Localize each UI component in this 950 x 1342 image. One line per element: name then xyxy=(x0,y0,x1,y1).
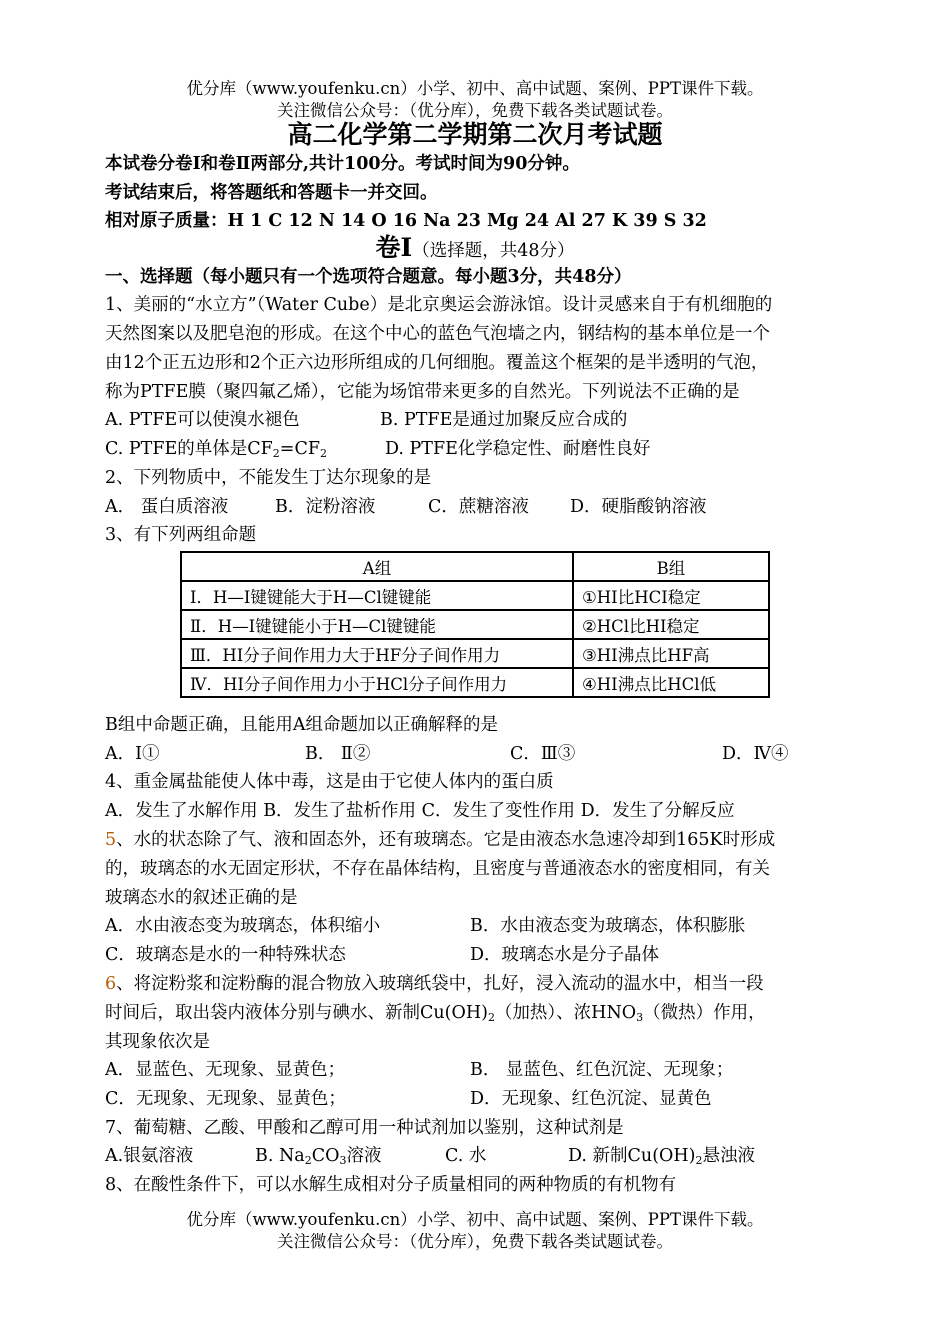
q7-option-a: A.银氨溶液 xyxy=(105,1146,194,1166)
q2-option-c: C．蔗糖溶液 xyxy=(428,497,529,517)
part-heading xyxy=(0,234,950,265)
table-row xyxy=(181,610,769,639)
part-note: （选择题，共48分） xyxy=(412,241,575,261)
table-row xyxy=(181,668,769,697)
exam-intro-1: 本试卷分卷Ⅰ和卷Ⅱ两部分,共计100分。考试时间为90分钟。 xyxy=(105,154,580,174)
q7-option-c: C. 水 xyxy=(445,1146,487,1166)
q7-stem: 7、葡萄糖、乙酸、甲酸和乙醇可用一种试剂加以鉴别，这种试剂是 xyxy=(105,1118,624,1138)
exam-title: 高二化学第二学期第二次月考试题 xyxy=(287,120,663,149)
q6-line-3: 其现象依次是 xyxy=(105,1032,210,1052)
table-cell: Ⅰ．H—I键键能大于H—Cl键键能 xyxy=(181,581,573,610)
q3-proposition-table xyxy=(180,551,770,698)
q3-option-d: D．Ⅳ④ xyxy=(722,744,789,764)
footer-line-1: 优分库（www.youfenku.cn）小学、初中、高中试题、案例、PPT课件下载。 xyxy=(186,1210,764,1229)
q3-stem: 3、有下列两组命题 xyxy=(105,525,257,545)
q1-option-b: B. PTFE是通过加聚反应合成的 xyxy=(380,410,628,430)
q7-option-b: B. $Na_2CO_3$溶液 xyxy=(255,1146,382,1167)
q7-option-d: D. 新制$Cu(OH)_2$悬浊液 xyxy=(568,1146,755,1167)
q5-line-3: 玻璃态水的叙述正确的是 xyxy=(105,888,298,908)
q6-number: 6 xyxy=(105,974,117,994)
q6-option-b: B． 显蓝色、红色沉淀、无现象； xyxy=(470,1060,734,1080)
exam-intro-2: 考试结束后，将答题纸和答题卡一并交回。 xyxy=(105,183,438,203)
q4-options: A．发生了水解作用 B．发生了盐析作用 C．发生了变性作用 D．发生了分解反应 xyxy=(105,801,735,821)
table-cell: Ⅱ．H—I键键能小于H—Cl键键能 xyxy=(181,610,573,639)
q5-option-d: D．玻璃态水是分子晶体 xyxy=(470,945,660,965)
q3-option-c: C．Ⅲ③ xyxy=(510,744,576,764)
header-line-1: 优分库（www.youfenku.cn）小学、初中、高中试题、案例、PPT课件下载。 xyxy=(186,79,764,98)
q1-option-a: A. PTFE可以使溴水褪色 xyxy=(105,410,300,430)
table-cell: Ⅳ．HI分子间作用力小于HCl分子间作用力 xyxy=(181,668,573,697)
table-header-a: A组 xyxy=(181,552,573,581)
section-title: 一、选择题（每小题只有一个选项符合题意。每小题3分，共48分） xyxy=(105,267,632,287)
table-cell: ④HI沸点比HCl低 xyxy=(573,668,769,697)
q1-line-4: 称为PTFE膜（聚四氟乙烯），它能为场馆带来更多的自然光。下列说法不正确的是 xyxy=(105,382,740,402)
q1-line-1: 1、美丽的“水立方”（Water Cube）是北京奥运会游泳馆。设计灵感来自于有机细胞的 xyxy=(105,295,773,315)
q8-stem: 8、在酸性条件下，可以水解生成相对分子质量相同的两种物质的有机物有 xyxy=(105,1175,677,1195)
q6-line-1: 6、将淀粉浆和淀粉酶的混合物放入玻璃纸袋中，扎好，浸入流动的温水中，相当一段 xyxy=(105,974,764,994)
q6-line-2: 时间后，取出袋内液体分别与碘水、新制$Cu(OH)_2$（加热）、浓$HNO_3$（微热）作用， xyxy=(105,1003,766,1024)
q1-line-2: 天然图案以及肥皂泡的形成。在这个中心的蓝色气泡墙之内，钢结构的基本单位是一个 xyxy=(105,324,770,344)
q1-option-c: C. PTFE的单体是$CF_2=CF_2$ xyxy=(105,439,327,460)
q2-stem: 2、下列物质中，不能发生丁达尔现象的是 xyxy=(105,468,432,488)
q2-option-a: A． 蛋白质溶液 xyxy=(105,497,229,517)
q1-option-d: D. PTFE化学稳定性、耐磨性良好 xyxy=(385,439,651,459)
q6-option-c: C．无现象、无现象、显黄色； xyxy=(105,1089,346,1109)
q3-option-b: B． Ⅱ② xyxy=(305,744,371,764)
table-row xyxy=(181,639,769,668)
q6-option-d: D．无现象、红色沉淀、显黄色 xyxy=(470,1089,712,1109)
atomic-mass-line: 相对原子质量：H 1 C 12 N 14 O 16 Na 23 Mg 24 Al 27 K 39 S 32 xyxy=(105,211,707,231)
table-cell: Ⅲ．HI分子间作用力大于HF分子间作用力 xyxy=(181,639,573,668)
table-header-row xyxy=(181,552,769,581)
q1-line-3: 由12个正五边形和2个正六边形所组成的几何细胞。覆盖这个框架的是半透明的气泡， xyxy=(105,353,769,373)
q3-question: B组中命题正确，且能用A组命题加以正确解释的是 xyxy=(105,715,498,735)
part-title: 卷Ⅰ xyxy=(375,233,413,262)
q4-stem: 4、重金属盐能使人体中毒，这是由于它使人体内的蛋白质 xyxy=(105,772,554,792)
q6-option-a: A．显蓝色、无现象、显黄色； xyxy=(105,1060,346,1080)
table-cell: ③HI沸点比HF高 xyxy=(573,639,769,668)
table-cell: ①HI比HCI稳定 xyxy=(573,581,769,610)
q5-option-c: C．玻璃态是水的一种特殊状态 xyxy=(105,945,346,965)
table-row xyxy=(181,581,769,610)
q5-option-a: A．水由液态变为玻璃态，体积缩小 xyxy=(105,916,381,936)
footer-line-2: 关注微信公众号：（优分库），免费下载各类试题试卷。 xyxy=(277,1232,673,1251)
q2-option-b: B．淀粉溶液 xyxy=(275,497,376,517)
q2-option-d: D．硬脂酸钠溶液 xyxy=(570,497,707,517)
q3-option-a: A．Ⅰ① xyxy=(105,744,160,764)
q5-line-2: 的，玻璃态的水无固定形状，不存在晶体结构，且密度与普通液态水的密度相同，有关 xyxy=(105,859,770,879)
q5-line-1: 5、水的状态除了气、液和固态外，还有玻璃态。它是由液态水急速冷却到165K时形成 xyxy=(105,830,776,850)
table-header-b: B组 xyxy=(573,552,769,581)
table-cell: ②HCl比HI稳定 xyxy=(573,610,769,639)
header-line-2: 关注微信公众号：（优分库），免费下载各类试题试卷。 xyxy=(277,101,673,120)
q5-option-b: B．水由液态变为玻璃态，体积膨胀 xyxy=(470,916,746,936)
q5-number: 5 xyxy=(105,830,117,850)
